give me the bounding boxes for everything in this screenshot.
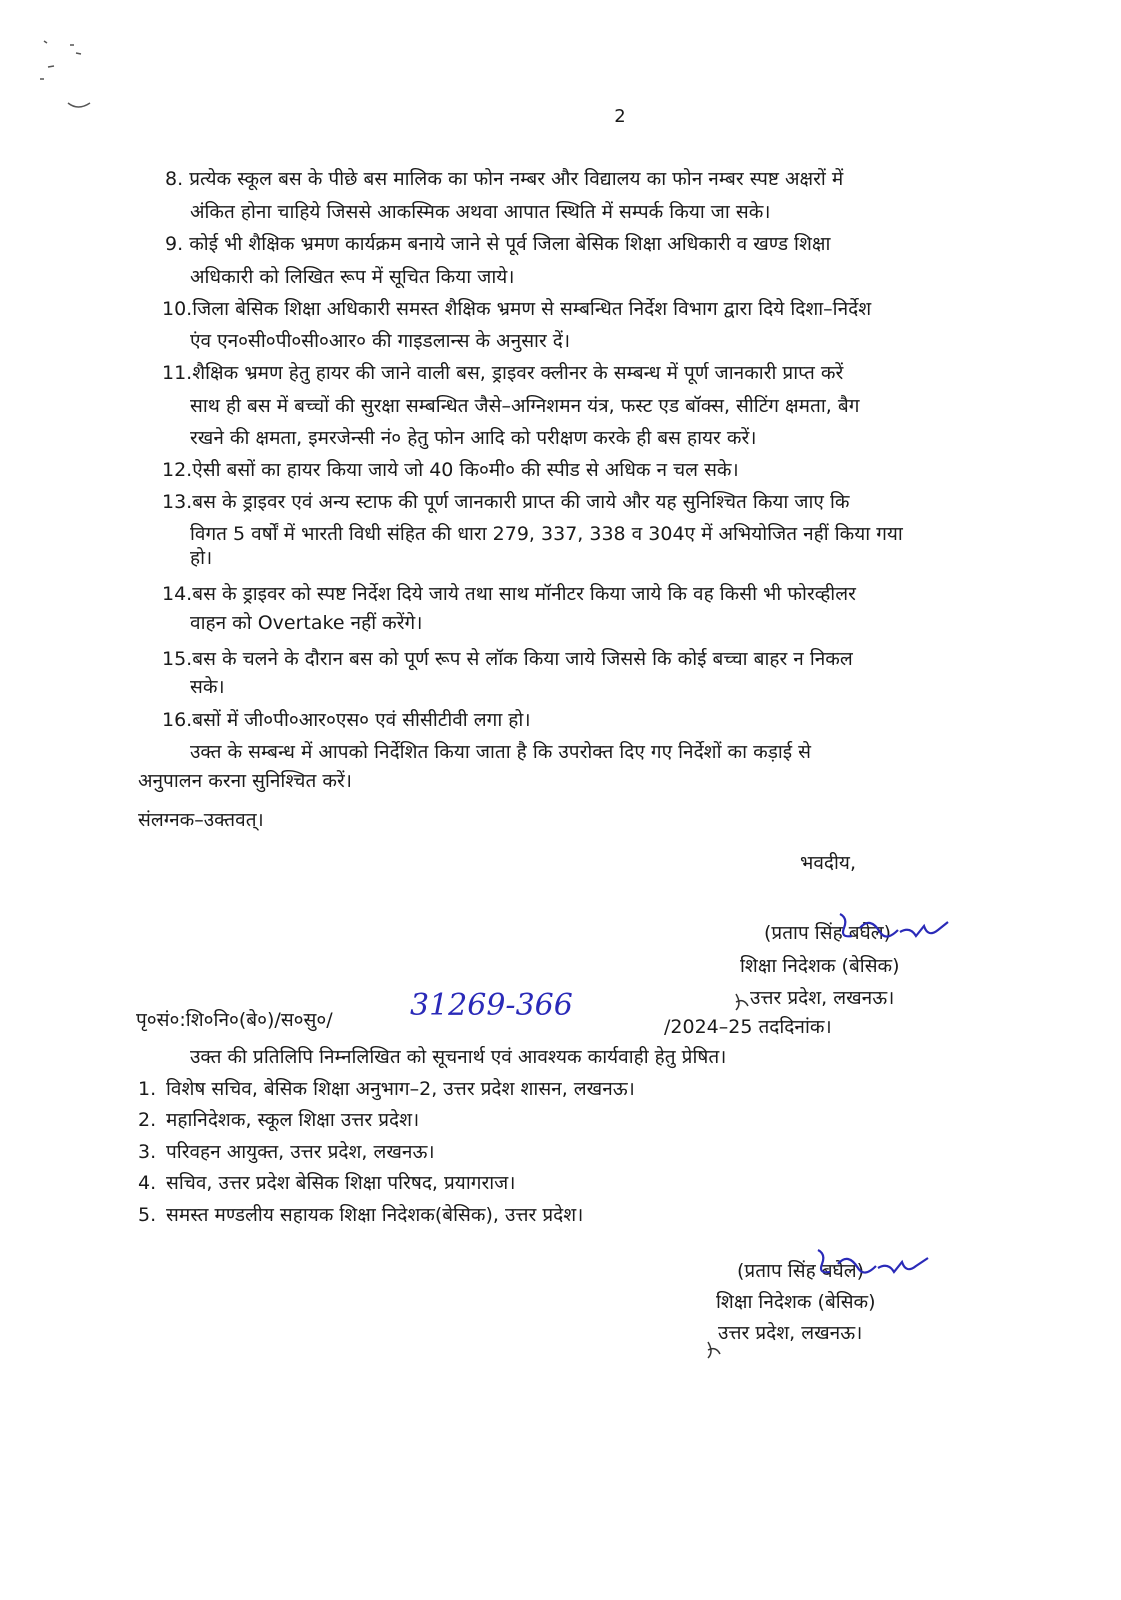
signature-1 <box>830 908 955 953</box>
instruction-13-line-1: 13.बस के ड्राइवर एवं अन्य स्टाफ की पूर्ण जानकारी प्राप्त की जाये और यह सुनिश्चित किया जाए कि <box>162 491 850 513</box>
instruction-13-line-3: हो। <box>190 547 213 569</box>
instruction-9-line-2: अधिकारी को लिखित रूप में सूचित किया जाये। <box>190 266 515 288</box>
copy-item-5: 5. समस्त मण्डलीय सहायक शिक्षा निदेशक(बेसिक), उत्तर प्रदेश। <box>138 1204 584 1226</box>
instruction-12-line-1: 12.ऐसी बसों का हायर किया जाये जो 40 कि०मी० की स्पीड से अधिक न चल सके। <box>162 459 739 481</box>
instruction-11-line-1: 11.शैक्षिक भ्रमण हेतु हायर की जाने वाली बस, ड्राइवर क्लीनर के सम्बन्ध में पूर्ण जानकारी प्राप्त करें <box>162 362 844 384</box>
copy-item-4: 4. सचिव, उत्तर प्रदेश बेसिक शिक्षा परिषद, प्रयागराज। <box>138 1172 516 1194</box>
instruction-14-line-1: 14.बस के ड्राइवर को स्पष्ट निर्देश दिये जाये तथा साथ मॉनीटर किया जाये कि वह किसी भी फोरव्हीलर <box>162 583 856 605</box>
page-number: 2 <box>614 106 626 127</box>
instruction-9-line-1: 9. कोई भी शैक्षिक भ्रमण कार्यक्रम बनाये जाने से पूर्व जिला बेसिक शिक्षा अधिकारी व खण्ड शिक्षा <box>165 233 831 255</box>
instruction-11-line-2: साथ ही बस में बच्चों की सुरक्षा सम्बन्धित जैसे–अग्निशमन यंत्र, फस्ट एड बॉक्स, सीटिंग क्षमता, बैग <box>190 395 860 417</box>
closing-para-line-2: अनुपालन करना सुनिश्चित करें। <box>138 770 352 792</box>
instruction-15-line-1: 15.बस के चलने के दौरान बस को पूर्ण रूप से लॉक किया जाये जिससे कि कोई बच्चा बाहर न निकल <box>162 648 853 670</box>
signatory-name-1: (प्रताप सिंह बघेल) <box>764 922 892 944</box>
instruction-16-line-1: 16.बसों में जी०पी०आर०एस० एवं सीसीटीवी लगा हो। <box>162 709 531 731</box>
instruction-11-line-3: रखने की क्षमता, इमरजेन्सी नं० हेतु फोन आदि को परीक्षण करके ही बस हायर करें। <box>190 427 757 449</box>
initials-mark-2 <box>704 1340 724 1362</box>
instruction-10-line-2: एंव एन०सी०पी०सी०आर० की गाइडलान्स के अनुसार दें। <box>190 330 571 352</box>
initials-mark-1 <box>732 992 752 1014</box>
signature-2 <box>808 1244 938 1290</box>
instruction-13-line-2: विगत 5 वर्षों में भारती विधी संहित की धारा 279, 337, 338 व 304ए में अभियोजित नहीं किया गया <box>190 523 903 545</box>
signatory-place-2: उत्तर प्रदेश, लखनऊ। <box>718 1322 863 1344</box>
reference-prefix: पृ०सं०:शि०नि०(बे०)/स०सु०/ <box>136 1009 333 1031</box>
scan-mark <box>30 35 100 115</box>
signatory-name-2: (प्रताप सिंह बघेल) <box>737 1260 865 1282</box>
signatory-designation-2: शिक्षा निदेशक (बेसिक) <box>716 1291 876 1313</box>
instruction-14-line-2: वाहन को Overtake नहीं करेंगे। <box>190 612 423 634</box>
signatory-designation-1: शिक्षा निदेशक (बेसिक) <box>740 955 900 977</box>
reference-number-handwritten: 31269-366 <box>410 988 573 1023</box>
copy-intro: उक्त की प्रतिलिपि निम्नलिखित को सूचनार्थ एवं आवश्यक कार्यवाही हेतु प्रेषित। <box>190 1046 727 1068</box>
reference-year: /2024–25 तददिनांक। <box>664 1016 832 1038</box>
instruction-8-line-2: अंकित होना चाहिये जिससे आकस्मिक अथवा आपात स्थिति में सम्पर्क किया जा सके। <box>190 201 771 223</box>
signatory-place-1: उत्तर प्रदेश, लखनऊ। <box>750 987 895 1009</box>
copy-item-1: 1. विशेष सचिव, बेसिक शिक्षा अनुभाग–2, उत्तर प्रदेश शासन, लखनऊ। <box>138 1078 635 1100</box>
copy-item-2: 2. महानिदेशक, स्कूल शिक्षा उत्तर प्रदेश। <box>138 1109 420 1131</box>
instruction-8-line-1: 8. प्रत्येक स्कूल बस के पीछे बस मालिक का फोन नम्बर और विद्यालय का फोन नम्बर स्पष्ट अक्षरों में <box>165 168 844 190</box>
copy-item-3: 3. परिवहन आयुक्त, उत्तर प्रदेश, लखनऊ। <box>138 1141 435 1163</box>
salutation: भवदीय, <box>800 852 856 874</box>
enclosure: संलग्नक–उक्तवत्। <box>138 809 264 831</box>
closing-para-line-1: उक्त के सम्बन्ध में आपको निर्देशित किया जाता है कि उपरोक्त दिए गए निर्देशों का कड़ाई से <box>190 741 811 763</box>
instruction-15-line-2: सके। <box>190 676 225 698</box>
instruction-10-line-1: 10.जिला बेसिक शिक्षा अधिकारी समस्त शैक्षिक भ्रमण से सम्बन्धित निर्देश विभाग द्वारा दिये दिशा–निर्देश <box>162 298 872 320</box>
